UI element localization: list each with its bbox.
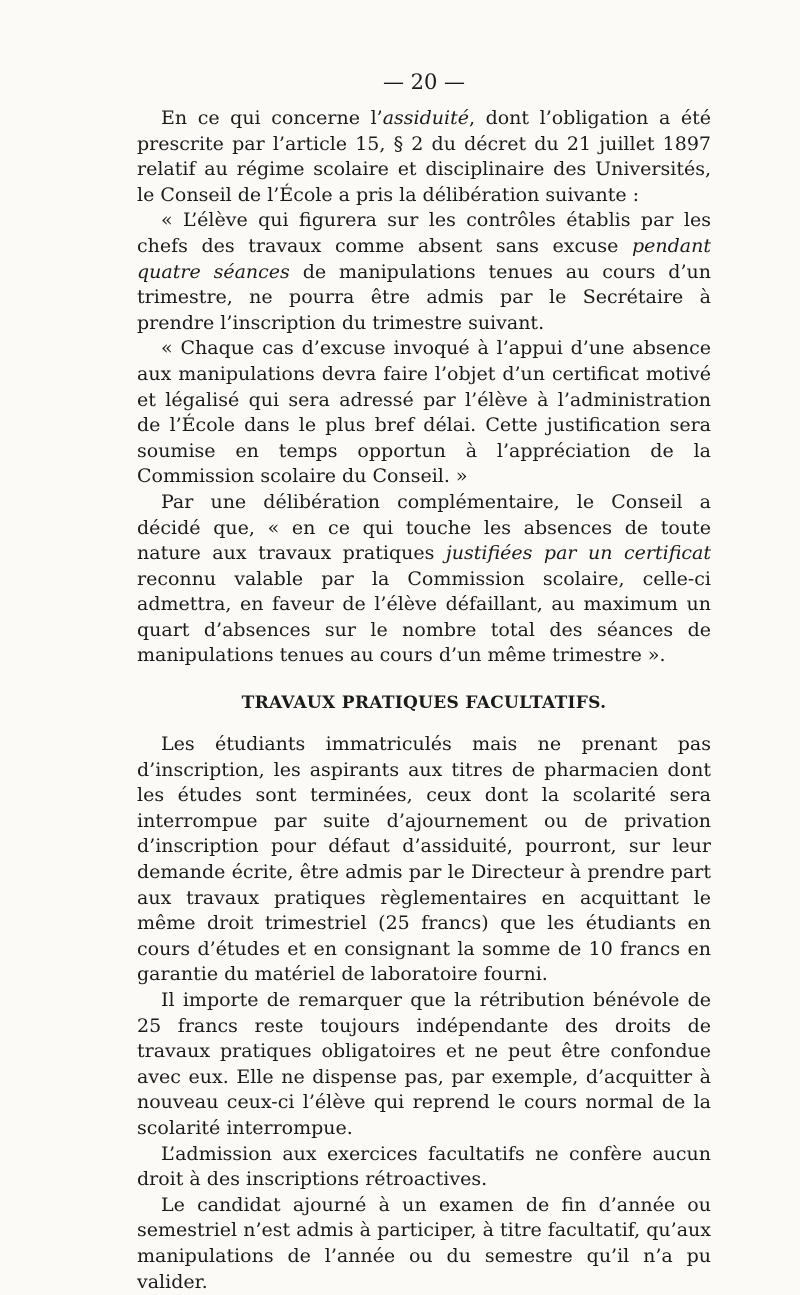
paragraph-deliberation (137, 490, 711, 669)
paragraph-text: En ce qui concerne l’ (161, 107, 383, 129)
paragraph-text: reconnu valable par la Commission scolaire, celle-ci admettra, en faveur de l’élève défaillant, au maximum un quart d’absences sur le nombre total des séances de manipulations tenues au cours d’un même trimestre ». (137, 567, 711, 667)
paragraph-text: de manipulations tenues au cours d’un trimestre, ne pourra être admis par le Secrétaire à prendre l’inscription du trimestre suivant. (137, 260, 711, 334)
paragraph-etudiants: Les étudiants immatriculés mais ne prenant pas d’inscription, les aspirants aux titres de pharmacien dont les études sont terminées, ceux dont la scolarité sera interrompue par suite d’ajournement ou de privation d’inscription pour défaut d’assiduité, pourront, sur leur demande écrite, être admis par le Directeur à prendre part aux travaux pratiques règlementaires en acquittant le même droit trimestriel (25 francs) que les étudiants en cours d’études et en consignant la somme de 10 francs en garantie du matériel de laboratoire fourni. (137, 733, 711, 986)
paragraph-text: Par une délibération complémentaire, le Conseil a décidé que, « en ce qui touche les absences de toute nature aux travaux pratiques (137, 490, 711, 565)
paragraph-text: , dont l’obligation a été prescrite par l’article 15, § 2 du décret du 21 juillet 1897 relatif au régime scolaire et disciplinaire des Universités, le Conseil de l’École a pris la délibération suivante : (137, 107, 711, 206)
document-page (137, 70, 711, 1295)
emphasis-text: assiduité (382, 107, 469, 129)
paragraph-admission: L’admission aux exercices facultatifs ne confère aucun droit à des inscriptions rétroactives. (137, 1142, 711, 1191)
paragraph-assiduite (137, 106, 711, 208)
page-number: — 20 — (382, 70, 466, 94)
paragraph-retribution: Il importe de remarquer que la rétribution bénévole de 25 francs reste toujours indépendante des droits de travaux pratiques obligatoires et ne peut être confondue avec eux. Elle ne dispense pas, par exemple, d’acquitter à nouveau ceux-ci l’élève qui reprend le cours normal de la scolarité interrompue. (137, 989, 711, 1139)
paragraph-quote-1 (137, 208, 711, 336)
paragraph-quote-2: « Chaque cas d’excuse invoqué à l’appui d’une absence aux manipulations devra faire l’objet d’un certificat motivé et légalisé qui sera adressé par l’élève à l’administration de l’École dans le plus bref délai. Cette justification sera soumise en temps opportun à l’appréciation de la Commission scolaire du Conseil. » (137, 337, 711, 488)
emphasis-text: pendant quatre séances (137, 234, 711, 283)
paragraph-candidat: Le candidat ajourné à un examen de fin d’année ou semestriel n’est admis à participer, à titre facultatif, qu’aux manipulations de l’année ou du semestre qu’il n’a pu valider. (137, 1193, 711, 1293)
paragraph-text: « L’élève qui figurera sur les contrôles établis par les chefs des travaux comme absent sans excuse (137, 209, 711, 257)
emphasis-text: justifiées par un certificat (445, 542, 711, 565)
section-heading: TRAVAUX PRATIQUES FACULTATIFS. (241, 693, 607, 714)
